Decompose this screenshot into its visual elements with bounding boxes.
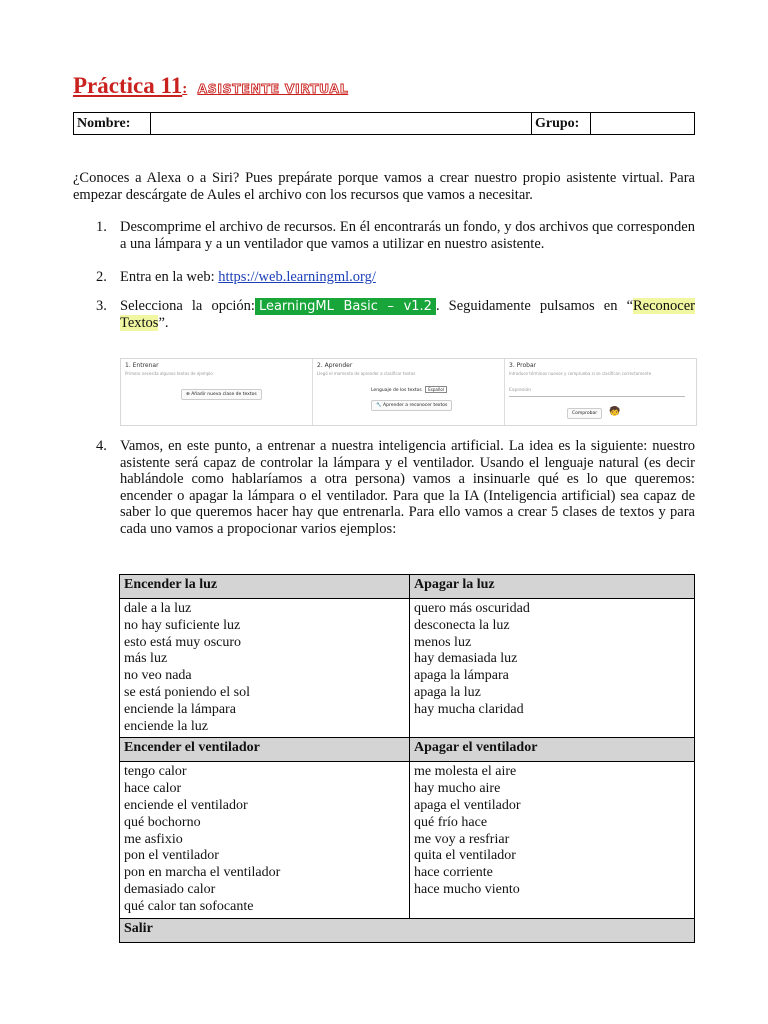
class-header-encender-ventilador: Encender el ventilador: [120, 738, 410, 762]
expression-input[interactable]: Expresión: [509, 388, 532, 393]
document-page: [73, 68, 696, 936]
learn-subtitle: Llegó el momento de aprender a clasificar textos: [317, 371, 416, 376]
learn-button[interactable]: [371, 400, 452, 411]
learningml-screenshot: [120, 358, 697, 426]
language-label: Lenguaje de los textos: [371, 388, 422, 393]
step-text-end: ”.: [158, 315, 169, 331]
step-text: Entra en la web:: [120, 269, 219, 285]
learn-heading: 2. Aprender: [317, 362, 353, 369]
test-heading: 3. Probar: [509, 362, 537, 369]
example-item: hay mucha claridad: [414, 701, 524, 717]
intro-paragraph: ¿Conoces a Alexa o a Siri? Pues prepárate porque vamos a crear nuestro propio asistente virtual. Para empezar descárgate de Aules el archivo con los recursos que vamos a necesitar.: [73, 170, 695, 203]
expression-underline: [509, 396, 685, 397]
step-3: [73, 298, 695, 332]
example-item: tengo calor: [124, 764, 187, 780]
example-item: pon el ventilador: [124, 848, 219, 864]
example-item: no veo nada: [124, 668, 192, 684]
step-text: Vamos, en este punto, a entrenar a nuestra inteligencia artificial. La idea es la siguiente: nuestro asistente será capaz de controlar la lámpara y el ventilador. Usando el lenguaje natural (es decir hablándole como hablaríamos a otra persona) vamos a insinuarle qué es lo que queremos: encender o apagar la lámpara o el ventilador. Para que la IA (Inteligencia artificial) sea capaz de saber lo que queremos hacer hay que entrenarla. Para ello vamos a crear 5 clases de textos y para cada uno vamos a propocionar varios ejemplos:: [120, 438, 695, 537]
example-item: apaga la lámpara: [414, 668, 509, 684]
example-item: hay mucho aire: [414, 781, 501, 797]
class-header-apagar-luz: Apagar la luz: [410, 575, 695, 599]
class-header-apagar-ventilador: Apagar el ventilador: [410, 738, 695, 762]
title-subtitle: ASISTENTE VIRTUAL: [197, 81, 349, 96]
group-label: Grupo:: [532, 113, 591, 135]
example-item: qué frío hace: [414, 814, 488, 830]
example-item: qué calor tan sofocante: [124, 898, 254, 914]
examples-encender-ventilador: [120, 762, 410, 918]
mascot-icon: 🧒: [609, 407, 621, 417]
text-classes-table: [119, 574, 695, 943]
step-1: [73, 219, 695, 252]
language-row: [371, 386, 447, 393]
example-item: esto está muy oscuro: [124, 634, 242, 650]
examples-apagar-luz: [410, 599, 695, 738]
example-item: hace mucho viento: [414, 881, 520, 897]
example-item: apaga el ventilador: [414, 797, 521, 813]
example-item: desconecta la luz: [414, 617, 510, 633]
step-2: [73, 269, 695, 286]
train-subtitle: Primero necesita algunos textos de ejemplo: [125, 371, 213, 376]
language-select[interactable]: Español: [425, 386, 447, 393]
steps-list-continued: [73, 438, 695, 537]
step-number: 1.: [96, 219, 107, 235]
example-item: enciende el ventilador: [124, 797, 248, 813]
example-item: dale a la luz: [124, 601, 192, 616]
student-info-table: [73, 112, 695, 135]
test-panel: [505, 359, 696, 425]
examples-apagar-ventilador: [410, 762, 695, 918]
example-item: más luz: [124, 651, 168, 667]
title-colon: :: [182, 81, 188, 97]
name-field[interactable]: [151, 113, 532, 135]
learn-panel: [313, 359, 505, 425]
example-item: me asfixio: [124, 831, 183, 847]
example-item: menos luz: [414, 634, 472, 650]
example-item: apaga la luz: [414, 684, 481, 700]
title-practice: Práctica 11: [73, 73, 183, 98]
learningml-basic-option: LearningML Basic – v1.2: [255, 298, 436, 315]
learningml-link[interactable]: https://web.learningml.org/: [218, 269, 376, 285]
step-4: [73, 438, 695, 537]
example-item: enciende la luz: [124, 718, 208, 734]
example-item: hace calor: [124, 781, 182, 797]
example-item: me molesta el aire: [414, 764, 517, 780]
document-title: [73, 68, 695, 98]
reconocer-textos-highlight: Reconocer Textos: [120, 297, 696, 331]
class-header-salir: Salir: [120, 918, 695, 942]
steps-list: [73, 219, 695, 332]
step-text: Descomprime el archivo de recursos. En él encontrarás un fondo, y dos archivos que corresponden a una lámpara y a un ventilador que vamos a utilizar en nuestro asistente.: [120, 219, 695, 252]
example-item: quero más oscuridad: [414, 601, 530, 616]
name-label: Nombre:: [74, 113, 151, 135]
train-heading: 1. Entrenar: [125, 362, 159, 369]
example-item: pon en marcha el ventilador: [124, 865, 281, 881]
example-item: demasiado calor: [124, 881, 216, 897]
example-item: hace corriente: [414, 865, 493, 881]
wrench-icon: 🔧: [376, 403, 382, 408]
class-header-encender-luz: Encender la luz: [120, 575, 410, 599]
example-item: se está poniendo el sol: [124, 684, 250, 700]
step-number: 3.: [96, 297, 107, 314]
check-button[interactable]: Comprobar: [567, 408, 602, 419]
plus-icon: ⊕: [186, 392, 190, 397]
example-item: qué bochorno: [124, 814, 201, 830]
add-class-button[interactable]: [181, 389, 262, 400]
example-item: me voy a resfriar: [414, 831, 510, 847]
examples-encender-luz: [120, 599, 410, 738]
example-item: enciende la lámpara: [124, 701, 236, 717]
step-text-middle: . Seguidamente pulsamos en “: [435, 297, 634, 314]
step-text: Selecciona la opción:: [120, 297, 255, 314]
train-panel: [121, 359, 313, 425]
step-number: 2.: [96, 269, 107, 285]
step-number: 4.: [96, 438, 107, 454]
example-item: quita el ventilador: [414, 848, 516, 864]
learn-button-label: Aprender a reconocer textos: [383, 403, 448, 408]
add-class-label: Añadir nueva clase de textos: [191, 392, 257, 397]
group-field[interactable]: [591, 113, 695, 135]
test-subtitle: Introduce términos nuevos y comprueba si se clasifican correctamente: [509, 371, 652, 376]
example-item: hay demasiada luz: [414, 651, 518, 667]
example-item: no hay suficiente luz: [124, 617, 241, 633]
